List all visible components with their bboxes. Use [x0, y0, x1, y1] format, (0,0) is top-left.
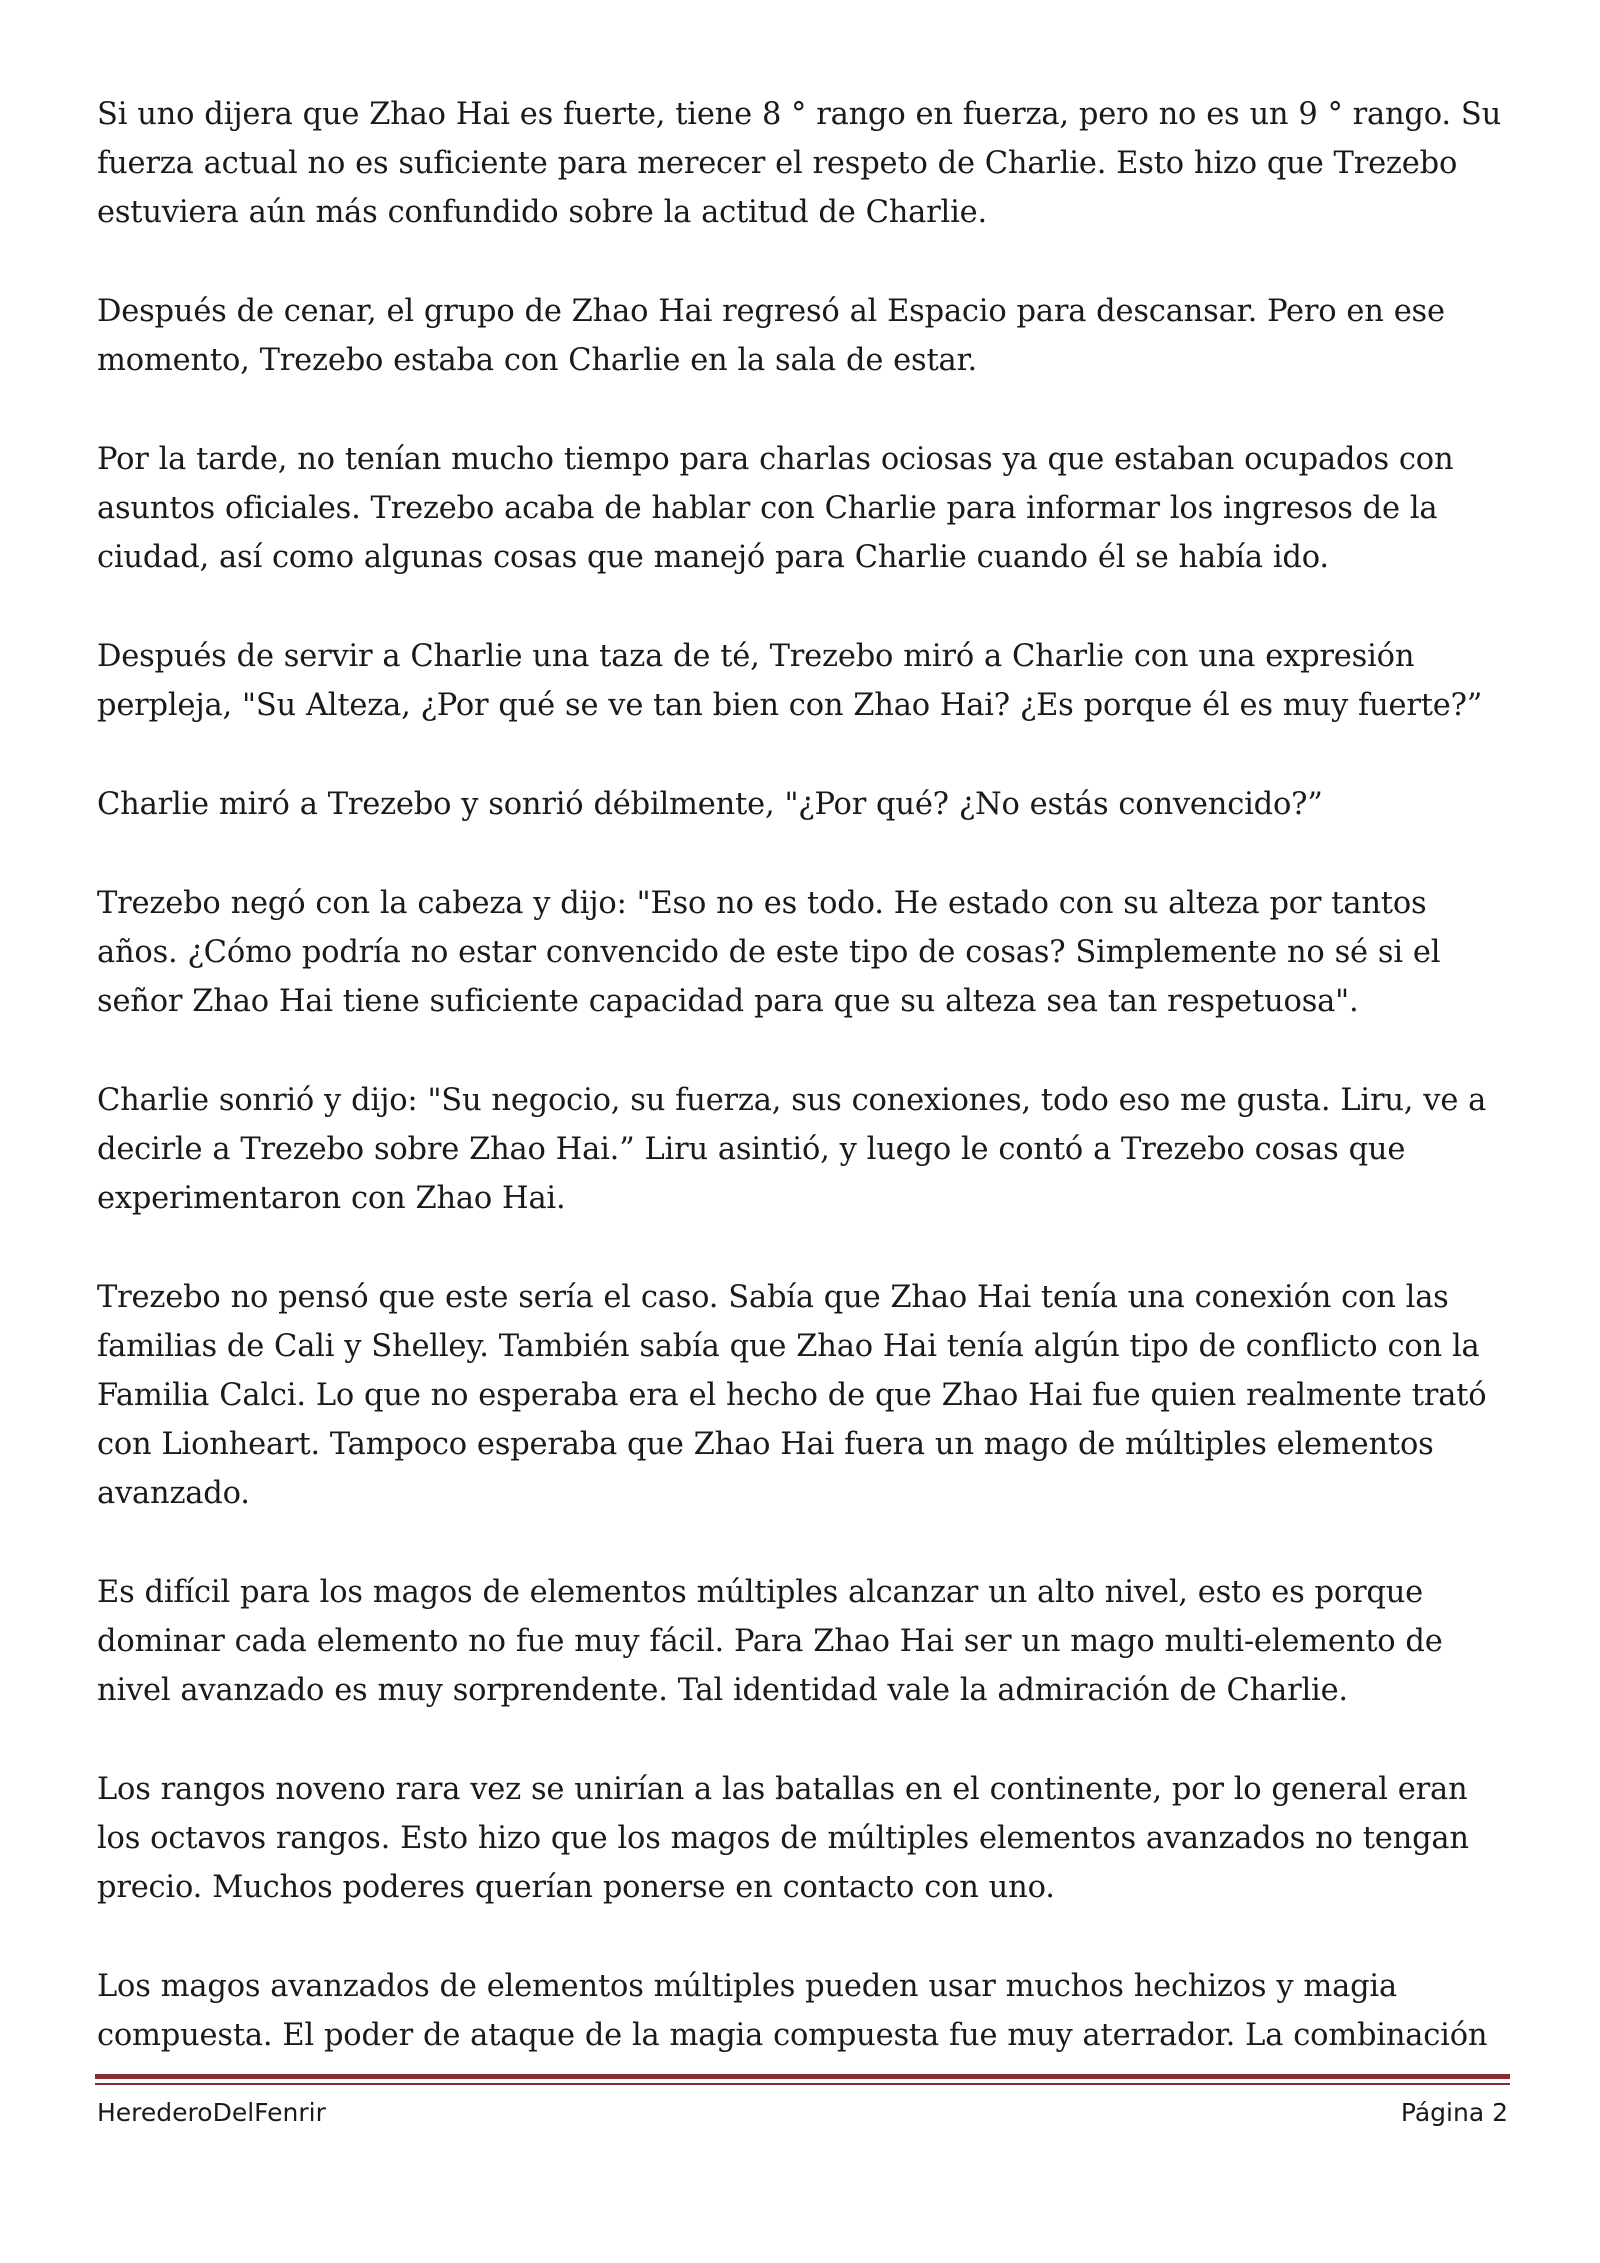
footer-rule-thin	[95, 2083, 1510, 2085]
paragraph-8: Trezebo no pensó que este sería el caso. Sabía que Zhao Hai tenía una conexión con las familias de Cali y Shelley. También sabía que Zhao Hai tenía algún tipo de conflicto con la Familia Calci. Lo que no esperaba era el hecho de que Zhao Hai fue quien realmente trató con Lionheart. Tampoco esperaba que Zhao Hai fuera un mago de múltiples elementos avanzado.	[97, 1280, 1487, 1511]
paragraph-3: Por la tarde, no tenían mucho tiempo para charlas ociosas ya que estaban ocupados con asuntos oficiales. Trezebo acaba de hablar con Charlie para informar los ingresos de la ciudad, así como algunas cosas que manejó para Charlie cuando él se había ido.	[97, 442, 1454, 575]
paragraph-5: Charlie miró a Trezebo y sonrió débilmente, "¿Por qué? ¿No estás convencido?”	[97, 787, 1323, 822]
paragraph-6: Trezebo negó con la cabeza y dijo: "Eso no es todo. He estado con su alteza por tantos años. ¿Cómo podría no estar convencido de este tipo de cosas? Simplemente no sé si el señor Zhao Hai tiene suficiente capacidad para que su alteza sea tan respetuosa".	[97, 886, 1441, 1019]
footer-page-number: Página 2	[1400, 2098, 1508, 2127]
paragraph-4: Después de servir a Charlie una taza de té, Trezebo miró a Charlie con una expresión perpleja, "Su Alteza, ¿Por qué se ve tan bien con Zhao Hai? ¿Es porque él es muy fuerte?”	[97, 639, 1483, 723]
footer-rule-thick	[95, 2074, 1510, 2079]
footer-author: HerederoDelFenrir	[97, 2098, 326, 2127]
paragraph-7: Charlie sonrió y dijo: "Su negocio, su fuerza, sus conexiones, todo eso me gusta. Liru, ve a decirle a Trezebo sobre Zhao Hai.” Liru asintió, y luego le contó a Trezebo cosas que experimentaron con Zhao Hai.	[97, 1083, 1487, 1216]
paragraph-10: Los rangos noveno rara vez se unirían a las batallas en el continente, por lo general eran los octavos rangos. Esto hizo que los magos de múltiples elementos avanzados no tengan precio. Muchos poderes querían ponerse en contacto con uno.	[97, 1772, 1469, 1905]
paragraph-1: Si uno dijera que Zhao Hai es fuerte, tiene 8 ° rango en fuerza, pero no es un 9 ° rango. Su fuerza actual no es suficiente para merecer el respeto de Charlie. Esto hizo que Trezebo estuviera aún más confundido sobre la actitud de Charlie.	[97, 97, 1502, 230]
paragraph-11: Los magos avanzados de elementos múltiples pueden usar muchos hechizos y magia compuesta. El poder de ataque de la magia compuesta fue muy aterrador. La combinación	[97, 1969, 1488, 2053]
paragraph-9: Es difícil para los magos de elementos múltiples alcanzar un alto nivel, esto es porque dominar cada elemento no fue muy fácil. Para Zhao Hai ser un mago multi-elemento de nivel avanzado es muy sorprendente. Tal identidad vale la admiración de Charlie.	[97, 1575, 1443, 1708]
document-body	[97, 90, 1515, 2110]
paragraph-2: Después de cenar, el grupo de Zhao Hai regresó al Espacio para descansar. Pero en ese momento, Trezebo estaba con Charlie en la sala de estar.	[97, 294, 1445, 378]
